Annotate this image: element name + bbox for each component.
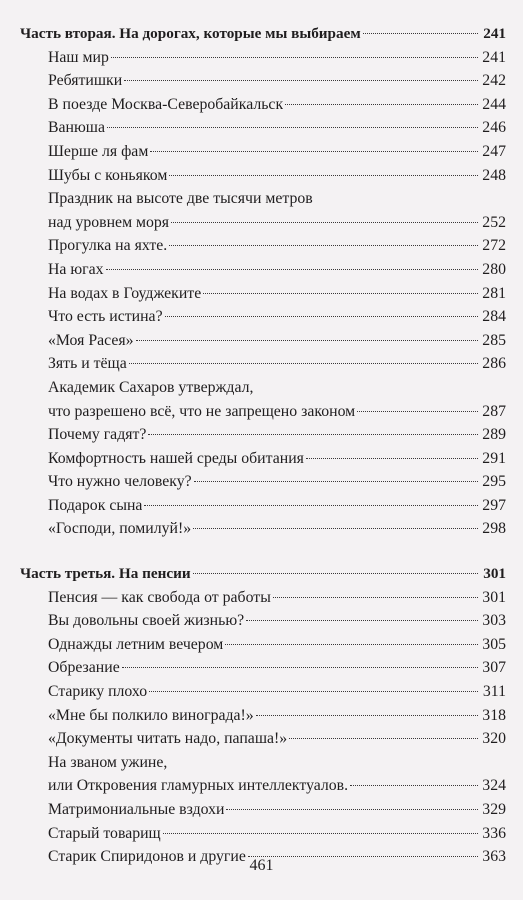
entry-title: Ванюша [48, 119, 105, 137]
toc-entry[interactable] [20, 751, 506, 798]
toc-entry[interactable] [20, 470, 506, 494]
entry-title: Что нужно человеку? [48, 473, 192, 491]
toc-entry[interactable] [20, 423, 506, 447]
dot-leader [122, 667, 478, 668]
entry-title-line: Праздник на высоте две тысячи метров [48, 190, 313, 208]
entry-page-number: 336 [482, 824, 506, 842]
entry-title: «Мне бы полкило винограда!» [48, 706, 254, 724]
entry-title: Пенсия — как свобода от работы [48, 588, 271, 606]
dot-leader [144, 505, 478, 506]
entry-title-row [48, 400, 506, 424]
entry-title-line: На званом ужине, [48, 753, 168, 771]
toc-entry[interactable] [20, 680, 506, 704]
entry-page-number: 280 [482, 260, 506, 278]
toc-entry[interactable] [20, 93, 506, 117]
toc-entry[interactable] [20, 633, 506, 657]
entry-page-number: 285 [482, 331, 506, 349]
toc-entry[interactable] [20, 376, 506, 423]
dot-leader [256, 715, 478, 716]
toc-entry[interactable] [20, 656, 506, 680]
entry-title: На водах в Гоуджеките [48, 284, 202, 302]
part-page-number: 241 [483, 25, 506, 42]
entry-title: Подарок сына [48, 496, 143, 514]
part-heading[interactable] [20, 22, 506, 46]
dot-leader [149, 691, 478, 692]
toc-entry[interactable] [20, 494, 506, 518]
toc-entry[interactable] [20, 798, 506, 822]
entry-title-line: над уровнем моря [48, 213, 170, 231]
dot-leader [306, 458, 478, 459]
entry-title: Шерше ля фам [48, 142, 149, 160]
dot-leader [194, 481, 478, 482]
toc-entry[interactable] [20, 447, 506, 471]
toc-entry[interactable] [20, 116, 506, 140]
entry-title: Вы довольны своей жизнью? [48, 612, 245, 630]
entry-page-number: 297 [482, 496, 506, 514]
entry-title: Наш мир [48, 48, 109, 66]
entry-page-number: 241 [482, 48, 506, 66]
entry-page-number: 246 [482, 119, 506, 137]
toc-entry[interactable] [20, 187, 506, 234]
entry-title: Обрезание [48, 659, 120, 677]
entry-page-number: 318 [482, 706, 506, 724]
toc-entry[interactable] [20, 727, 506, 751]
entry-page-number: 242 [482, 72, 506, 90]
toc-entry[interactable] [20, 164, 506, 188]
toc-entry[interactable] [20, 69, 506, 93]
dot-leader [163, 833, 478, 834]
toc-entry[interactable] [20, 234, 506, 258]
entry-title: Старику плохо [48, 683, 148, 701]
toc-entry[interactable] [20, 46, 506, 70]
entry-title: На югах [48, 260, 104, 278]
entry-page-number: 307 [482, 659, 506, 677]
dot-leader [246, 620, 478, 621]
entry-page-number: 252 [482, 213, 506, 231]
entry-title-line: Академик Сахаров утверждал, [48, 378, 254, 396]
dot-leader [171, 222, 478, 223]
entry-title: Что есть истина? [48, 308, 163, 326]
dot-leader [165, 316, 478, 317]
toc-entry[interactable] [20, 140, 506, 164]
dot-leader [136, 340, 478, 341]
entry-title-line: или Откровения гламурных интеллектуалов. [48, 777, 349, 795]
dot-leader [129, 363, 478, 364]
entry-title: Комфортность нашей среды обитания [48, 449, 304, 467]
dot-leader [225, 644, 478, 645]
entry-page-number: 363 [482, 848, 506, 866]
entry-title: Старый товарищ [48, 824, 161, 842]
entry-page-number: 248 [482, 166, 506, 184]
entry-title: В поезде Москва-Северобайкальск [48, 95, 284, 113]
part-title: Часть третья. На пенсии [20, 565, 191, 583]
dot-leader [273, 597, 478, 598]
dot-leader [106, 269, 478, 270]
entry-title-row [48, 774, 506, 798]
toc-entry[interactable] [20, 329, 506, 353]
entry-page-number: 291 [482, 449, 506, 467]
toc-entry[interactable] [20, 609, 506, 633]
entry-page-number: 324 [482, 777, 506, 795]
entry-title-line: что разрешено всё, что не запрещено законом [48, 402, 356, 420]
entry-page-number: 281 [482, 284, 506, 302]
toc-entry[interactable] [20, 305, 506, 329]
toc-entry[interactable] [20, 258, 506, 282]
entry-page-number: 284 [482, 308, 506, 326]
entry-title-row [48, 211, 506, 235]
entry-page-number: 311 [482, 683, 506, 701]
entry-title: Прогулка на яхте. [48, 237, 168, 255]
dot-leader [285, 104, 478, 105]
toc-entry[interactable] [20, 282, 506, 306]
entry-page-number: 244 [482, 95, 506, 113]
entry-page-number: 272 [482, 237, 506, 255]
entry-title: Ребятишки [48, 72, 123, 90]
dot-leader [350, 785, 478, 786]
toc-entry[interactable] [20, 586, 506, 610]
dot-leader [111, 57, 478, 58]
toc-entry[interactable] [20, 704, 506, 728]
dot-leader [148, 434, 478, 435]
part-page-number: 301 [483, 565, 506, 583]
dot-leader [169, 175, 478, 176]
entry-title: Шубы с коньяком [48, 166, 168, 184]
dot-leader [289, 738, 478, 739]
entry-title: Однажды летним вечером [48, 635, 224, 653]
entry-page-number: 320 [482, 730, 506, 748]
entry-page-number: 329 [482, 801, 506, 818]
page-number: 461 [249, 857, 274, 874]
entry-title: Матримониальные вздохи [48, 801, 225, 818]
entry-title: Почему гадят? [48, 426, 147, 444]
entry-page-number: 286 [482, 355, 506, 373]
entry-title: Старик Спиридонов и другие [48, 848, 246, 866]
toc-entry[interactable] [20, 822, 506, 846]
entry-page-number: 303 [482, 612, 506, 630]
dot-leader [363, 33, 478, 34]
dot-leader [357, 411, 478, 412]
part-title: Часть вторая. На дорогах, которые мы выбираем [20, 25, 361, 42]
entry-page-number: 295 [482, 473, 506, 491]
dot-leader [107, 127, 478, 128]
part-heading[interactable] [20, 562, 506, 586]
toc-entry[interactable] [20, 517, 506, 541]
dot-leader [150, 151, 478, 152]
entry-title: Зять и тёща [48, 355, 127, 373]
dot-leader [193, 528, 478, 529]
entry-page-number: 247 [482, 142, 506, 160]
entry-title: «Моя Расея» [48, 331, 134, 349]
entry-title: «Господи, помилуй!» [48, 520, 192, 538]
entry-page-number: 289 [482, 426, 506, 444]
entry-page-number: 301 [482, 588, 506, 606]
dot-leader [203, 293, 478, 294]
entry-page-number: 298 [482, 520, 506, 538]
dot-leader [169, 245, 478, 246]
entry-page-number: 305 [482, 635, 506, 653]
dot-leader [226, 809, 478, 810]
entry-page-number: 287 [482, 402, 506, 420]
entry-title: «Документы читать надо, папаша!» [48, 730, 288, 748]
toc-entry[interactable] [20, 352, 506, 376]
dot-leader [124, 80, 478, 81]
table-of-contents [20, 22, 506, 869]
dot-leader [193, 573, 478, 574]
